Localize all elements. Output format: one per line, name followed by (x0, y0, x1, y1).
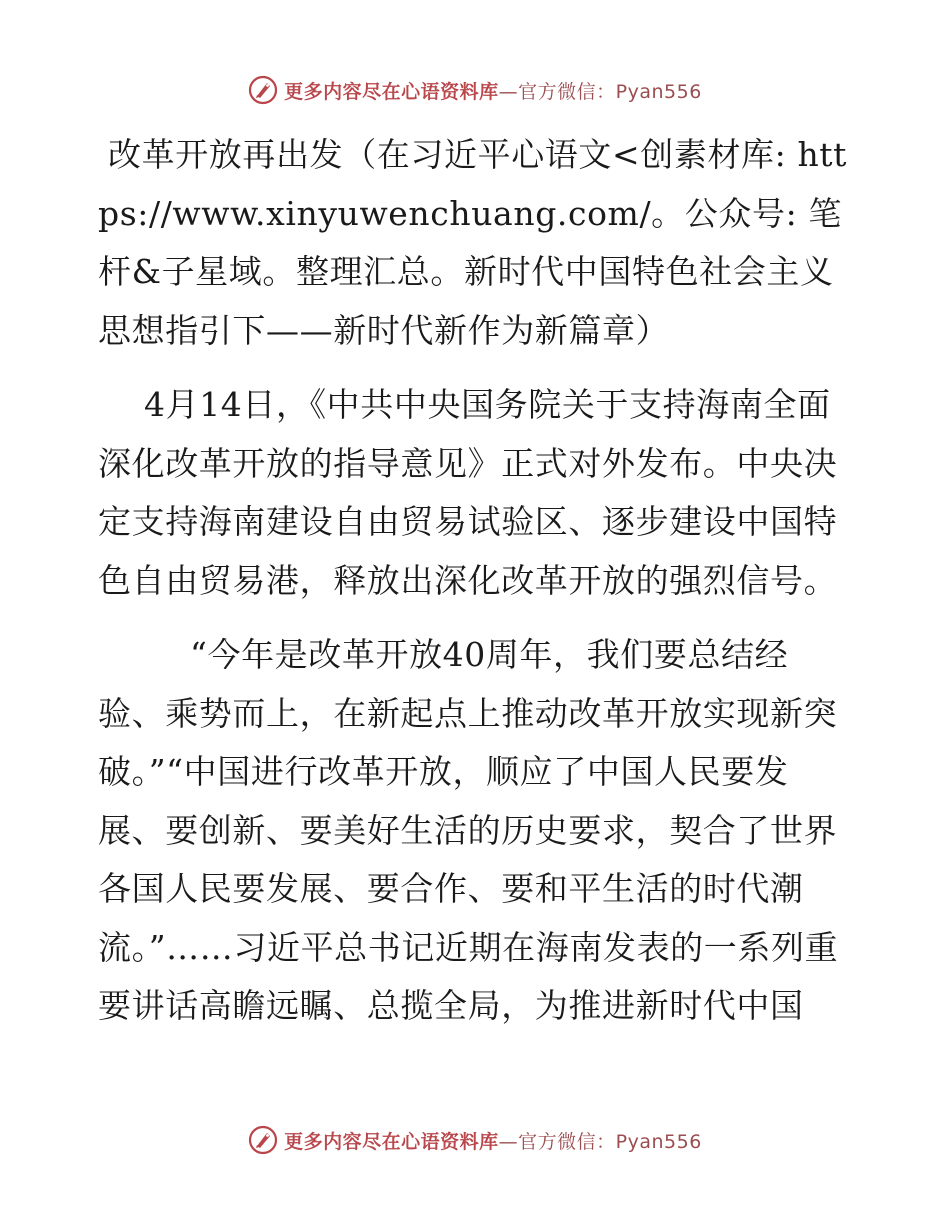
footer-watermark-banner (0, 1120, 950, 1160)
body-paragraph-1: 4月14日，《中共中央国务院关于支持海南全面深化改革开放的指导意见》正式对外发布。中央决定支持海南建设自由贸易试验区、逐步建设中国特色自由贸易港，释放出深化改革开放的强烈信号。 (98, 385, 838, 600)
document-body (98, 126, 848, 1036)
title-paragraph: 改革开放再出发（在习近平心语文<创素材库: https://www.xinyuwenchuang.com/。公众号: 笔杆&子星域。整理汇总。新时代中国特色社会主义思想指引下——新时代新作为新篇章） (98, 135, 848, 350)
pen-nib-logo-icon (248, 1125, 278, 1155)
pen-nib-logo-icon (248, 75, 278, 105)
header-watermark-banner (0, 70, 950, 110)
banner-text: 更多内容尽在心语资料库—官方微信：Pyan556 (284, 1130, 702, 1153)
body-paragraph-2: “今年是改革开放40周年，我们要总结经验、乘势而上，在新起点上推动改革开放实现新突破。”“中国进行改革开放，顺应了中国人民要发展、要创新、要美好生活的历史要求，契合了世界各国人民要发展、要合作、要和平生活的时代潮流。”……习近平总书记近期在海南发表的一系列重要讲话高瞻远瞩、总揽全局，为推进新时代中国 (98, 635, 839, 1025)
banner-text: 更多内容尽在心语资料库—官方微信：Pyan556 (284, 80, 702, 103)
